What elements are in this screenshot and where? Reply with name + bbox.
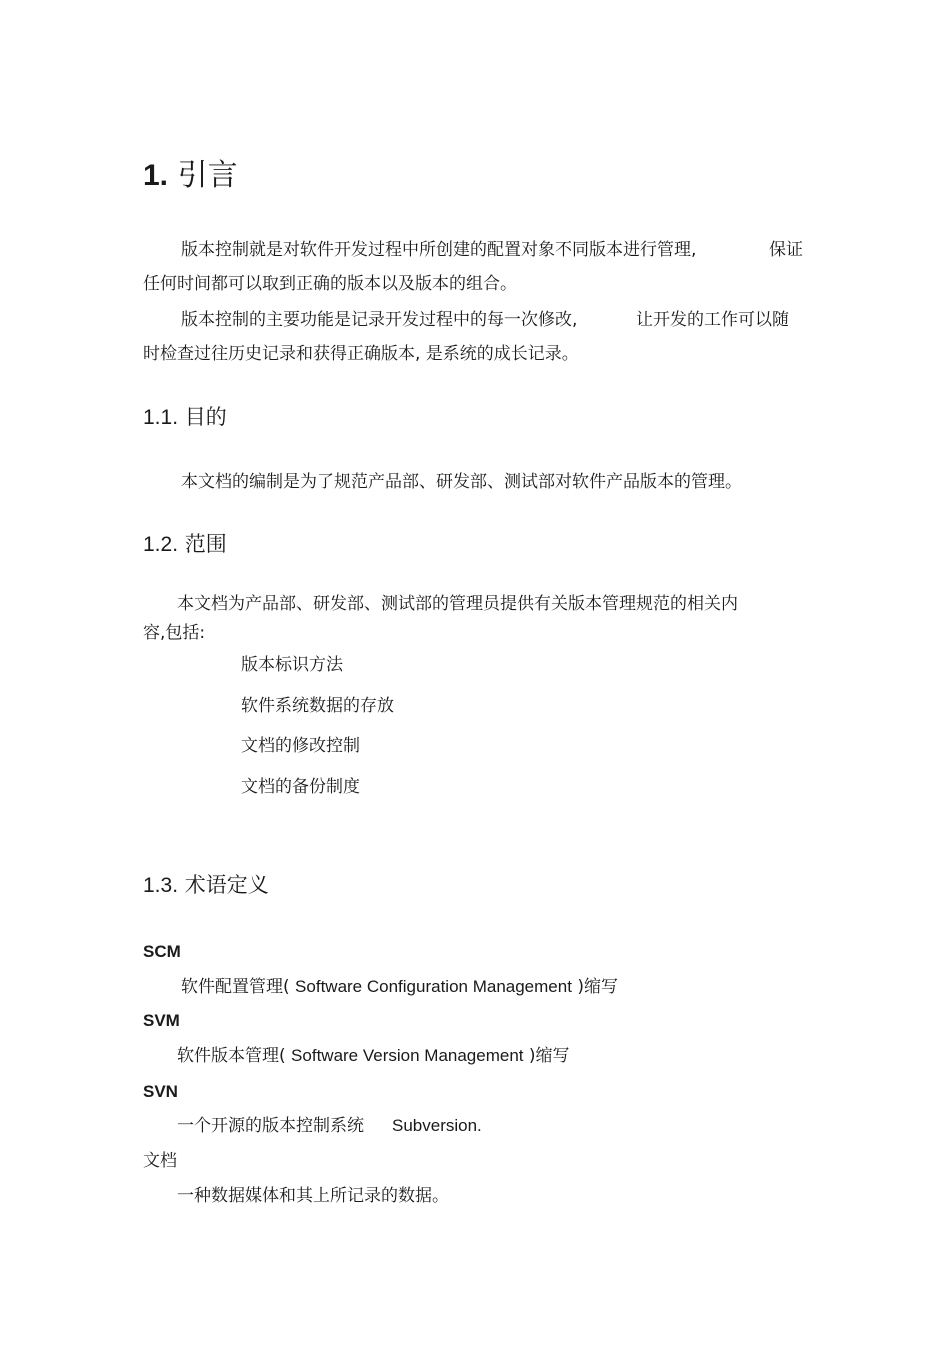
term-definition-latin xyxy=(392,1114,482,1138)
paragraph-line xyxy=(181,308,577,332)
paragraph-text: 保证 xyxy=(769,240,803,260)
paragraph-line xyxy=(181,470,742,494)
paragraph-text: 时检查过往历史记录和获得正确版本, 是系统的成长记录。 xyxy=(143,344,579,364)
section-heading-1-1 xyxy=(143,402,227,433)
paragraph-text: 任何时间都可以取到正确的版本以及版本的组合。 xyxy=(143,274,517,294)
term-name: SCM xyxy=(143,942,181,961)
paragraph-line xyxy=(143,342,579,366)
paragraph-text: 本文档为产品部、研发部、测试部的管理员提供有关版本管理规范的相关内 xyxy=(177,594,738,614)
paragraph-line xyxy=(769,238,803,262)
section-title: 范围 xyxy=(184,532,227,556)
section-heading-1-3 xyxy=(143,870,269,901)
paragraph-text: 容,包括: xyxy=(143,623,206,643)
section-number: 1.2. xyxy=(143,533,179,556)
list-item-text: 软件系统数据的存放 xyxy=(241,696,394,716)
paragraph-line xyxy=(177,592,738,616)
section-title: 引言 xyxy=(177,158,238,193)
definition-text: 软件配置管理( xyxy=(181,977,290,997)
term-name: SVM xyxy=(143,1011,180,1030)
section-number: 1. xyxy=(143,159,169,192)
paragraph-text: 版本控制的主要功能是记录开发过程中的每一次修改, xyxy=(181,310,578,330)
list-item xyxy=(241,694,394,718)
paragraph-text: 版本控制就是对软件开发过程中所创建的配置对象不同版本进行管理, xyxy=(181,240,697,260)
paragraph-text: 让开发的工作可以随 xyxy=(636,310,789,330)
term-definition xyxy=(177,1184,449,1208)
definition-text: 一个开源的版本控制系统 xyxy=(177,1116,364,1136)
paragraph-line xyxy=(181,238,696,262)
list-item xyxy=(241,734,360,758)
definition-text: )缩写 xyxy=(577,977,618,997)
paragraph-line xyxy=(636,308,789,332)
definition-text: 一种数据媒体和其上所记录的数据。 xyxy=(177,1186,449,1206)
definition-text: )缩写 xyxy=(528,1046,570,1066)
list-item-text: 文档的备份制度 xyxy=(241,777,360,797)
definition-text: 软件版本管理( xyxy=(177,1046,286,1066)
section-heading-1 xyxy=(143,153,238,199)
paragraph-text: 本文档的编制是为了规范产品部、研发部、测试部对软件产品版本的管理。 xyxy=(181,472,742,492)
section-number: 1.3. xyxy=(143,874,179,897)
list-item xyxy=(241,653,343,677)
definition-latin: Software Version Management xyxy=(291,1046,524,1065)
term-definition xyxy=(177,1044,570,1068)
section-heading-1-2 xyxy=(143,529,227,560)
list-item xyxy=(241,775,360,799)
section-title: 目的 xyxy=(184,405,227,429)
term-definition xyxy=(181,975,618,999)
paragraph-line xyxy=(143,621,205,645)
list-item-text: 文档的修改控制 xyxy=(241,736,360,756)
term-name: 文档 xyxy=(143,1151,177,1171)
term-definition xyxy=(177,1114,364,1138)
list-item-text: 版本标识方法 xyxy=(241,655,343,675)
section-number: 1.1. xyxy=(143,406,179,429)
definition-latin: Subversion. xyxy=(392,1116,482,1135)
section-title: 术语定义 xyxy=(184,873,269,897)
term-name: SVN xyxy=(143,1082,178,1101)
definition-latin: Software Configuration Management xyxy=(295,977,572,996)
paragraph-line xyxy=(143,272,517,296)
